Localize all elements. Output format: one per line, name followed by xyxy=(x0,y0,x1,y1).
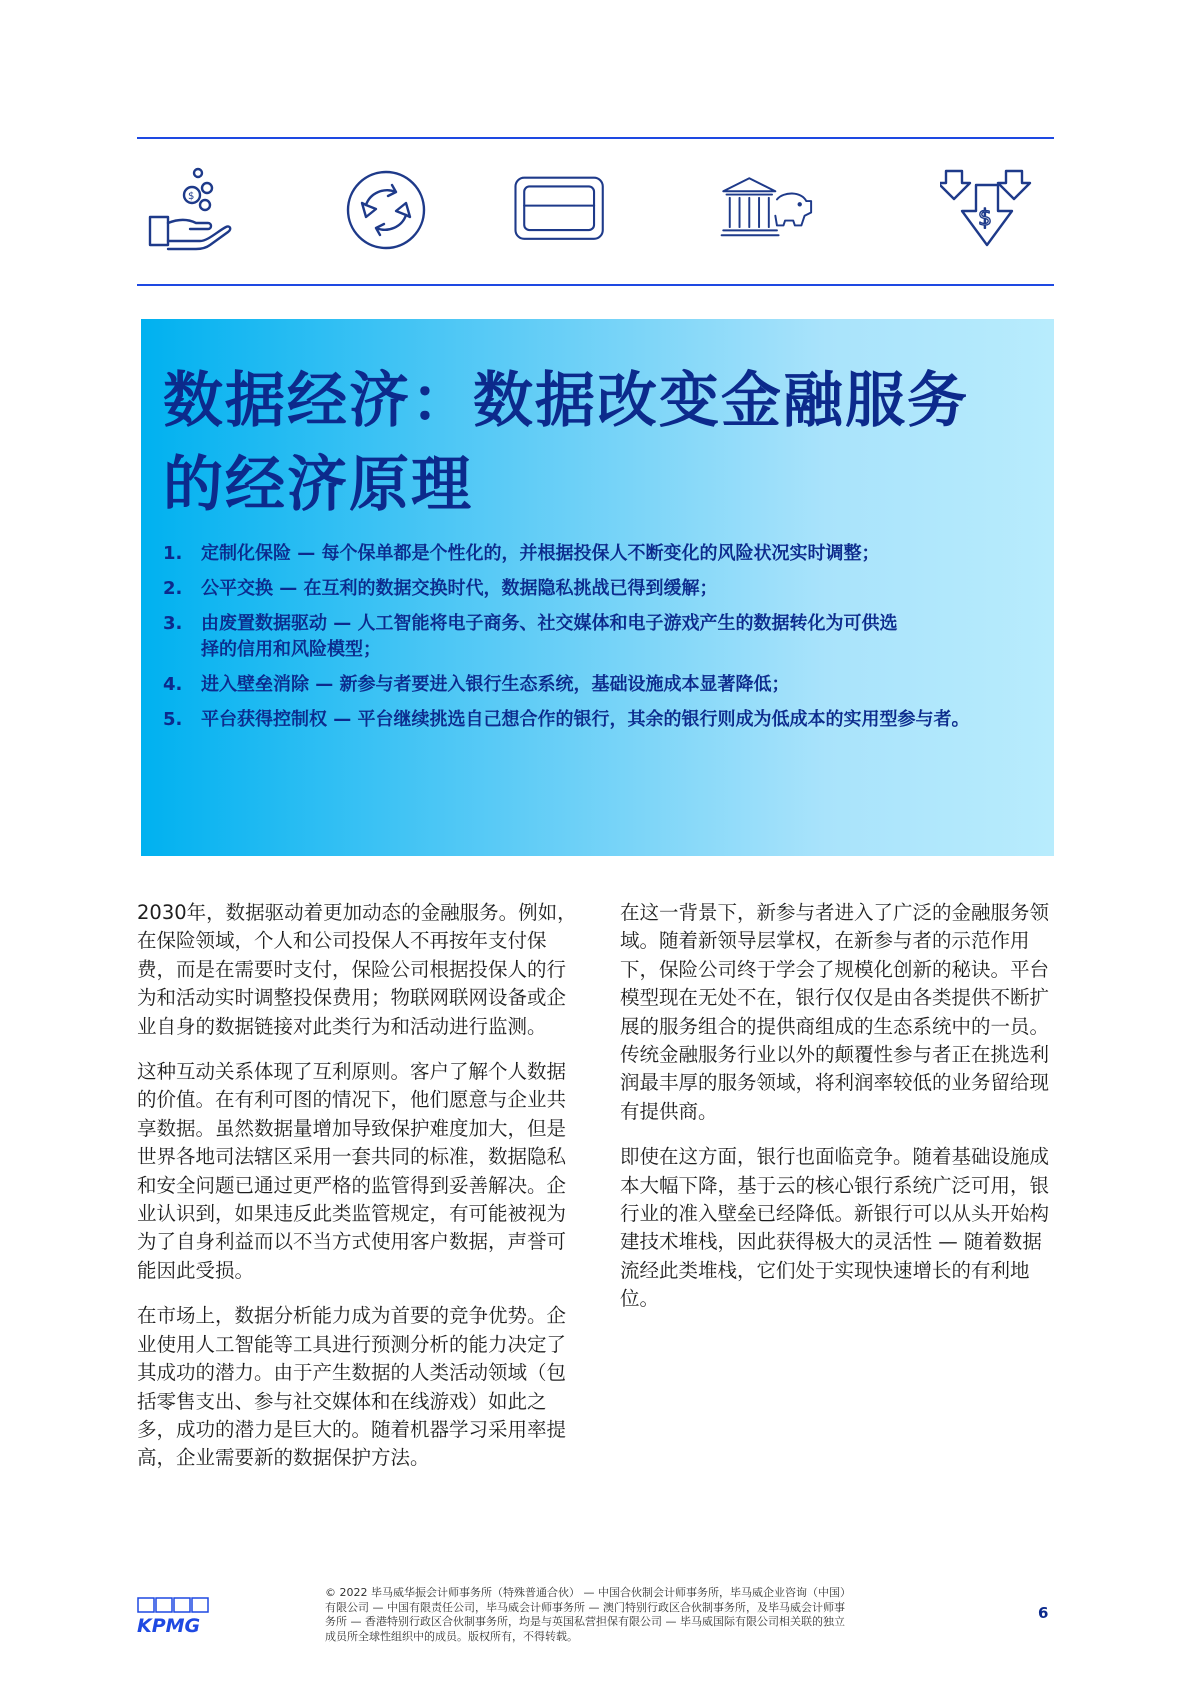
left-column xyxy=(137,899,577,1490)
cards-icon xyxy=(512,165,608,255)
paragraph: 在这一背景下，新参与者进入了广泛的金融服务领域。随着新领导层掌权，在新参与者的示范作用下，保险公司终于学会了规模化创新的秘诀。平台模型现在无处不在，银行仅仅是由各类提供不断扩展的服务组合的提供商组成的生态系统中的一员。传统金融服务行业以外的颠覆性参与者正在挑选利润最丰厚的服务领域，将利润率较低的业务留给现有提供商。 xyxy=(620,901,1050,1123)
key-points-list xyxy=(163,541,1023,742)
paragraph: 2030年，数据驱动着更加动态的金融服务。例如，在保险领域，个人和公司投保人不再按年支付保费，而是在需要时支付，保险公司根据投保人的行为和活动实时调整投保费用；物联网联网设备或企业自身的数据链接对此类行为和活动进行监测。 xyxy=(137,901,577,1038)
bank-piggy-icon xyxy=(720,165,816,255)
page-number: 6 xyxy=(1038,1604,1049,1622)
refresh-arrows-icon xyxy=(338,165,434,255)
list-item: 1. 定制化保险 — 每个保单都是个性化的，并根据投保人不断变化的风险状况实时调整； xyxy=(163,543,880,564)
svg-text:KPMG: KPMG xyxy=(137,1615,201,1636)
kpmg-logo xyxy=(137,1596,213,1636)
down-arrows-dollar-icon xyxy=(940,165,1036,255)
page-title: 数据经济：数据改变金融服务 的经济原理 xyxy=(163,366,969,520)
list-item: 3. 由废置数据驱动 — 人工智能将电子商务、社交媒体和电子游戏产生的数据转化为可供选 择的信用和风险模型； xyxy=(163,613,898,660)
paragraph: 在市场上，数据分析能力成为首要的竞争优势。企业使用人工智能等工具进行预测分析的能力决定了其成功的潜力。由于产生数据的人类活动领域（包括零售支出、参与社交媒体和在线游戏）如此之多，成功的潜力是巨大的。随着机器学习采用率提高，企业需要新的数据保护方法。 xyxy=(137,1304,567,1470)
svg-text:$: $ xyxy=(978,206,992,231)
hero-panel xyxy=(141,319,1054,856)
paragraph: 即使在这方面，银行也面临竞争。随着基础设施成本大幅下降，基于云的核心银行系统广泛可用，银行业的准入壁垒已经降低。新银行可以从头开始构建技术堆栈，因此获得极大的灵活性 — 随着数据流经此类堆栈，它们处于实现快速增长的有利地位。 xyxy=(620,1145,1050,1311)
copyright-notice: © 2022 毕马威华振会计师事务所（特殊普通合伙） — 中国合伙制会计师事务所，毕马威企业咨询（中国） 有限公司 — 中国有限责任公司，毕马威会计师事务所 — 澳门特别行政区合伙制事务所，及毕马威会计师事 务所 — 香港特别行政区合伙制事务所，均是与英国私营担保有限公司 — 毕马威国际有限公司相关联的独立 成员所全球性组织中的成员。版权所有，不得转载。 xyxy=(325,1586,851,1643)
paragraph: 这种互动关系体现了互利原则。客户了解个人数据的价值。在有利可图的情况下，他们愿意与企业共享数据。虽然数据量增加导致保护难度加大，但是世界各地司法辖区采用一套共同的标准，数据隐私和安全问题已通过更严格的监管得到妥善解决。企业认识到，如果违反此类监管规定，有可能被视为为了自身利益而以不当方式使用客户数据，声誉可能因此受损。 xyxy=(137,1060,567,1282)
list-item: 5. 平台获得控制权 — 平台继续挑选自己想合作的银行，其余的银行则成为低成本的实用型参与者。 xyxy=(163,709,970,730)
bottom-divider xyxy=(137,284,1054,286)
right-column xyxy=(620,899,1060,1331)
list-item: 4. 进入壁垒消除 — 新参与者要进入银行生态系统，基础设施成本显著降低； xyxy=(163,674,790,695)
list-item: 2. 公平交换 — 在互利的数据交换时代，数据隐私挑战已得到缓解； xyxy=(163,578,718,599)
svg-text:$: $ xyxy=(188,191,195,202)
coins-hand-icon xyxy=(148,165,244,255)
top-divider xyxy=(137,137,1054,139)
